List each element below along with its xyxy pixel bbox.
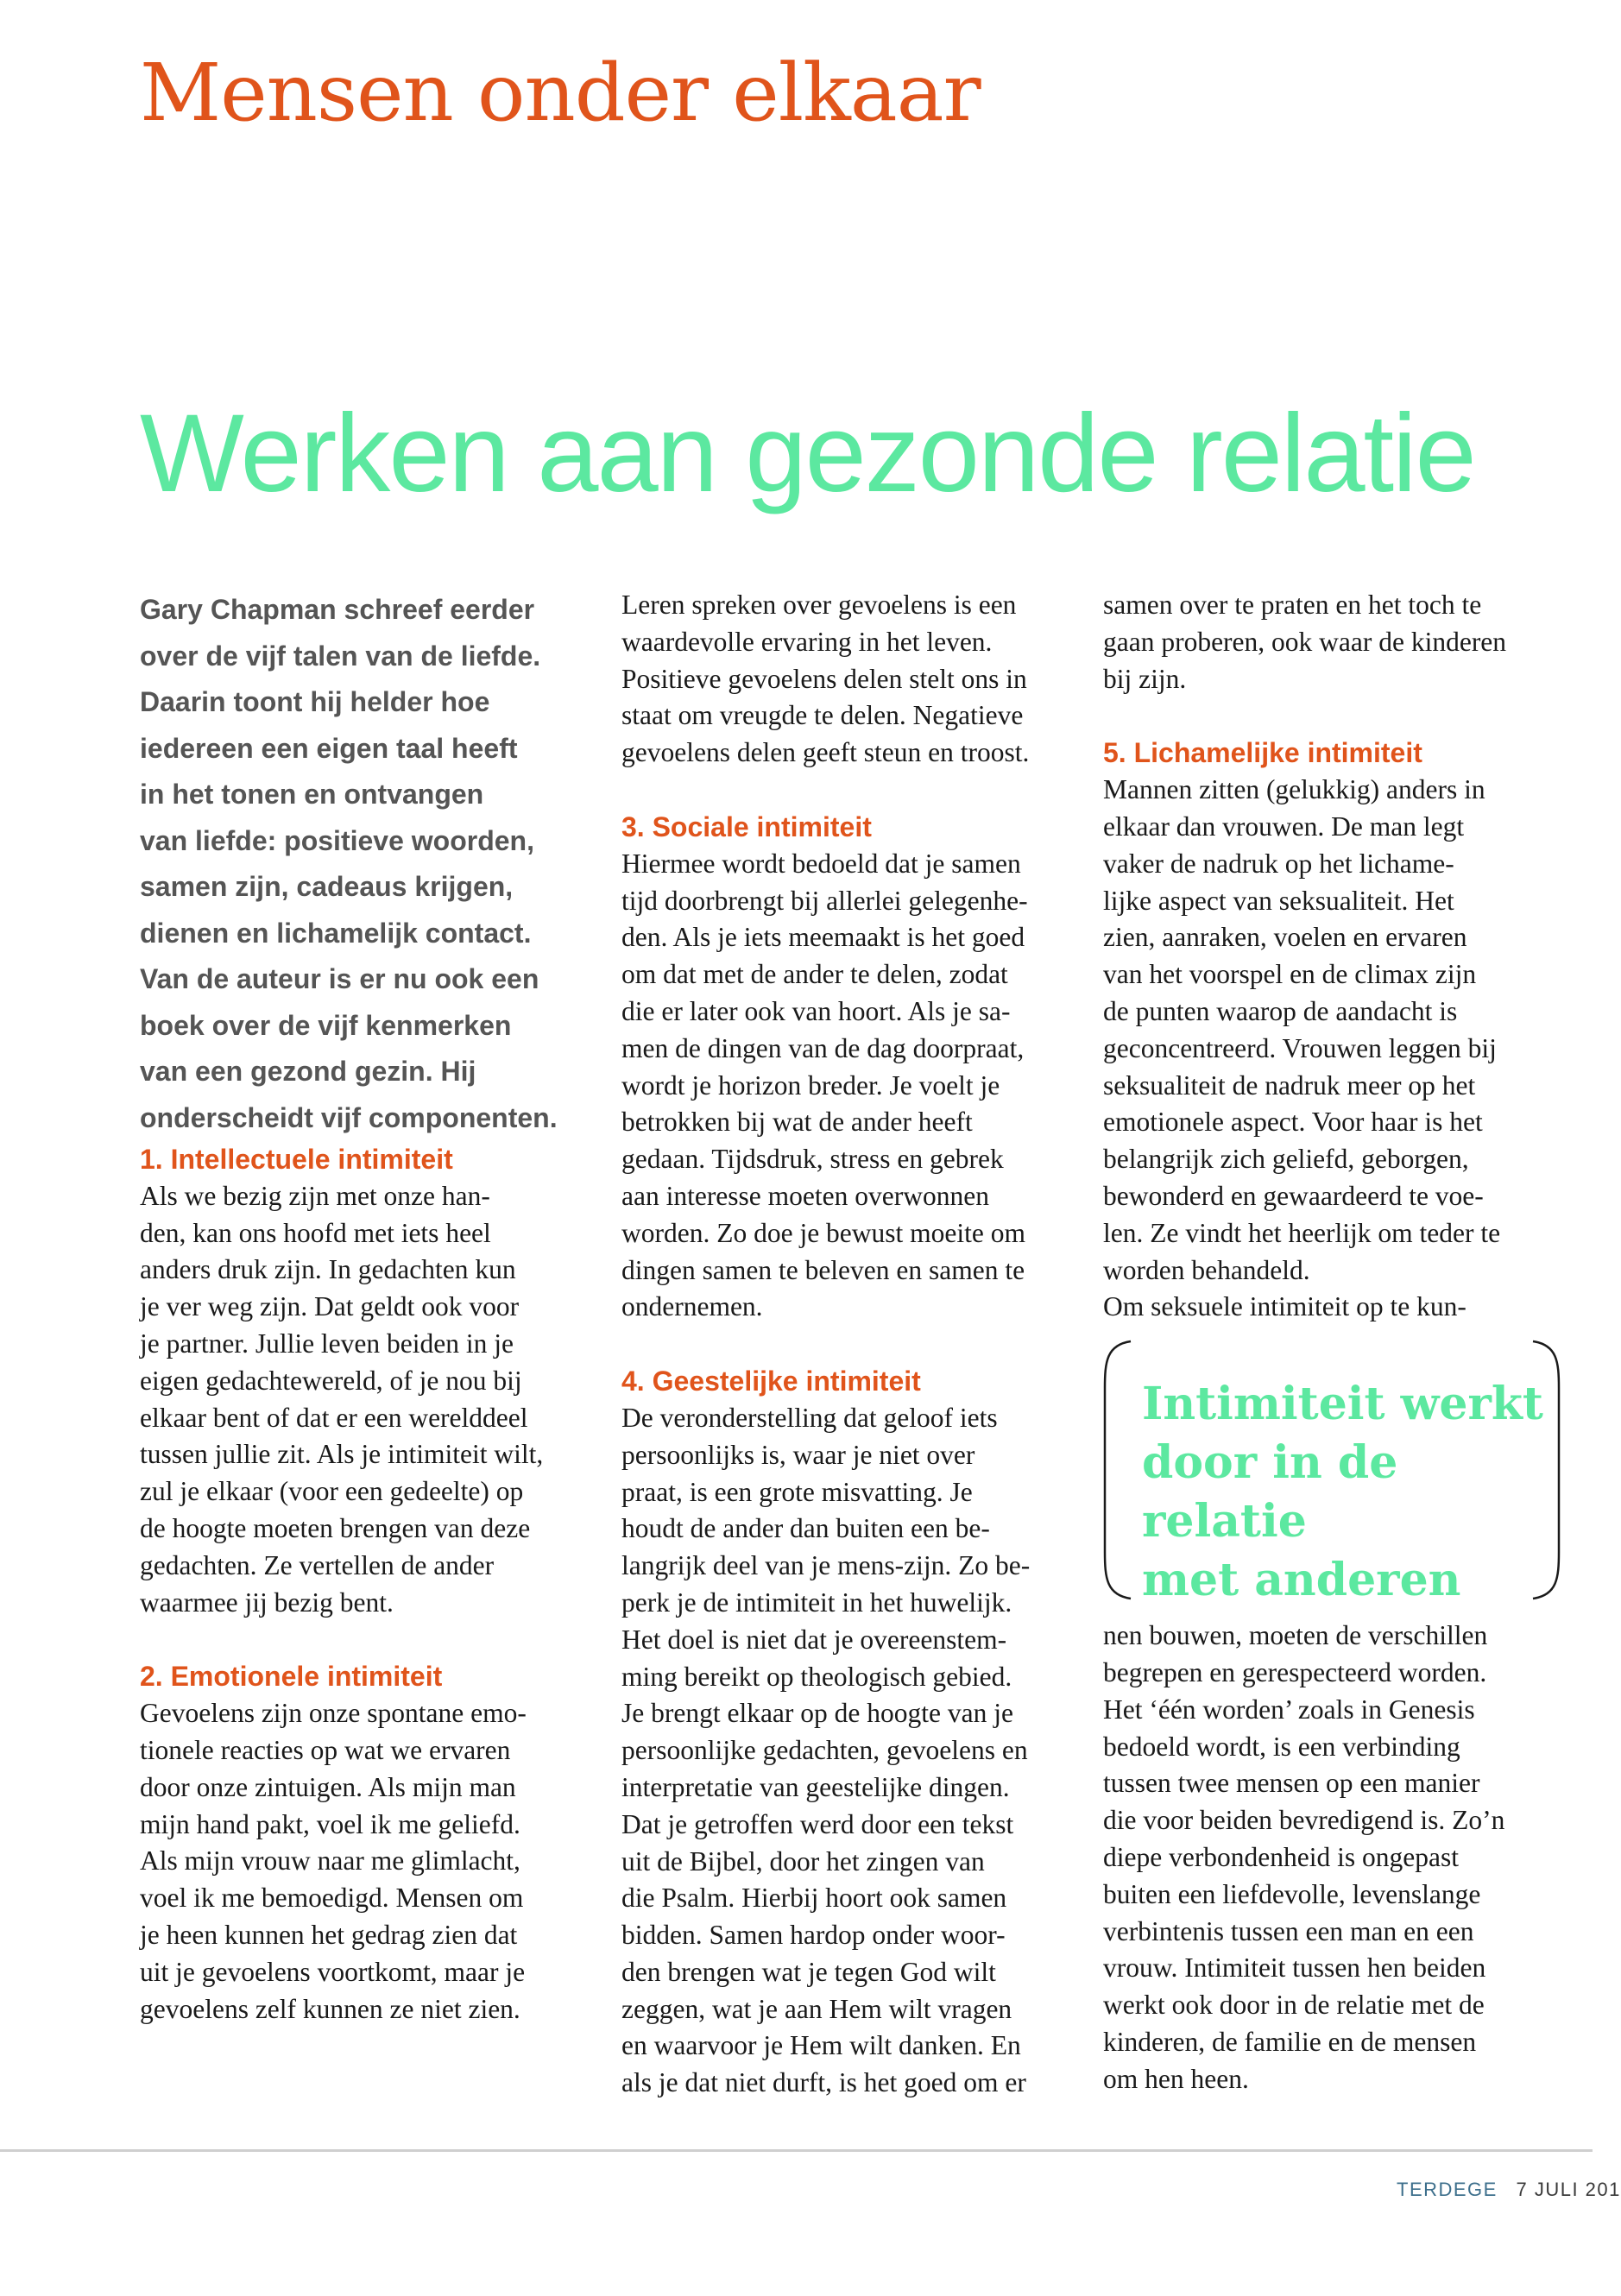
body-line: Mannen zitten (gelukkig) anders in	[1103, 774, 1485, 805]
intro-line: Daarin toont hij helder hoe	[140, 686, 490, 717]
body-line: praat, is een grote misvatting. Je	[621, 1476, 973, 1507]
body-line: van het voorspel en de climax zijn	[1103, 959, 1477, 990]
column-3	[1103, 587, 1569, 2098]
body-line: emotionele aspect. Voor haar is het	[1103, 1107, 1483, 1138]
body-line: tijd doorbrengt bij allerlei gelegenhe-	[621, 885, 1028, 916]
intro-line: Van de auteur is er nu ook een	[140, 963, 539, 994]
body-line: anders druk zijn. In gedachten kun	[140, 1254, 516, 1285]
body-line: zeggen, wat je aan Hem wilt vragen	[621, 1993, 1012, 2024]
body-line: verbintenis tussen een man en een	[1103, 1915, 1474, 1946]
body-line: buiten een liefdevolle, levenslange	[1103, 1878, 1481, 1909]
body-line: mijn hand pakt, voel ik me geliefd.	[140, 1808, 520, 1839]
body-line: men de dingen van de dag doorpraat,	[621, 1032, 1025, 1063]
body-line: om dat met de ander te delen, zodat	[621, 959, 1008, 990]
body-line: als je dat niet durft, is het goed om er	[621, 2067, 1026, 2098]
section-heading-emotional: 2. Emotionele intimiteit	[140, 1661, 443, 1693]
body-line: Gevoelens zijn onze spontane emo-	[140, 1698, 527, 1729]
body-line: Dat je getroffen werd door een tekst	[621, 1808, 1014, 1839]
body-line: ming bereikt op theologisch gebied.	[621, 1661, 1012, 1692]
body-line: Positieve gevoelens delen stelt ons in	[621, 663, 1027, 694]
body-line: nen bouwen, moeten de verschillen	[1103, 1620, 1488, 1651]
section-heading-physical: 5. Lichamelijke intimiteit	[1103, 737, 1422, 769]
intro-line: van liefde: positieve woorden,	[140, 824, 534, 856]
intro-paragraph	[140, 587, 593, 1141]
body-line: werkt ook door in de relatie met de	[1103, 1990, 1485, 2021]
body-line: kinderen, de familie en de mensen	[1103, 2026, 1477, 2057]
body-line: waarmee jij bezig bent.	[140, 1586, 394, 1618]
magazine-name: TERDEGE	[1397, 2179, 1498, 2200]
intro-line: over de vijf talen van de liefde.	[140, 640, 541, 672]
body-line: tussen twee mensen op een manier	[1103, 1768, 1480, 1799]
issue-date: 7 JULI 201	[1516, 2179, 1621, 2200]
column-2	[621, 587, 1075, 2102]
page-footer	[1397, 2179, 1621, 2201]
intro-line: onderscheidt vijf componenten.	[140, 1101, 558, 1133]
body-line: lijke aspect van seksualiteit. Het	[1103, 885, 1454, 916]
intro-line: iedereen een eigen taal heeft	[140, 732, 518, 764]
body-line: den brengen wat je tegen God wilt	[621, 1956, 996, 1987]
body-line: tussen jullie zit. Als je intimiteit wilt,	[140, 1439, 544, 1470]
body-line: worden. Zo doe je bewust moeite om	[621, 1217, 1026, 1248]
body-line: staat om vreugde te delen. Negatieve	[621, 700, 1024, 731]
body-line: gevoelens delen geeft steun en troost.	[621, 737, 1030, 768]
body-line: geconcentreerd. Vrouwen leggen bij	[1103, 1032, 1497, 1063]
body-line: den. Als je iets meemaakt is het goed	[621, 922, 1025, 953]
body-line: betrokken bij wat de ander heeft	[621, 1107, 973, 1138]
body-line: Je brengt elkaar op de hoogte van je	[621, 1698, 1013, 1729]
intro-line: dienen en lichamelijk contact.	[140, 917, 532, 949]
section-body-spiritual	[621, 1400, 1075, 2102]
pull-quote	[1103, 1336, 1569, 1607]
body-line: gaan proberen, ook waar de kinderen	[1103, 626, 1507, 657]
body-line: worden behandeld.	[1103, 1254, 1310, 1285]
body-line: je heen kunnen het gedrag zien dat	[140, 1919, 518, 1950]
section-body-physical	[1103, 772, 1569, 1326]
intro-line: samen zijn, cadeaus krijgen,	[140, 871, 514, 902]
intro-line: boek over de vijf kenmerken	[140, 1009, 512, 1041]
body-line: interpretatie van geestelijke dingen.	[621, 1771, 1010, 1802]
body-line: vaker de nadruk op het lichame-	[1103, 848, 1454, 879]
body-line: diepe verbondenheid is ongepast	[1103, 1841, 1460, 1872]
section-body-intellectual	[140, 1178, 593, 1622]
body-line: zul je elkaar (voor een gedeelte) op	[140, 1476, 524, 1507]
body-line: door onze zintuigen. Als mijn man	[140, 1771, 516, 1802]
section-body-spiritual-continued	[1103, 587, 1569, 697]
body-line: bedoeld wordt, is een verbinding	[1103, 1731, 1460, 1762]
body-line: Leren spreken over gevoelens is een	[621, 590, 1017, 620]
body-line: zien, aanraken, voelen en ervaren	[1103, 922, 1467, 953]
body-line: eigen gedachtewereld, of je nou bij	[140, 1365, 522, 1396]
body-line: langrijk deel van je mens-zijn. Zo be-	[621, 1550, 1031, 1581]
body-line: de punten waarop de aandacht is	[1103, 995, 1458, 1026]
body-line: aan interesse moeten overwonnen	[621, 1180, 989, 1211]
headline: Werken aan gezonde relatie	[140, 392, 1475, 515]
body-line: dingen samen te beleven en samen te	[621, 1254, 1025, 1285]
body-line: ondernemen.	[621, 1291, 763, 1322]
body-line: bij zijn.	[1103, 663, 1187, 694]
body-line: gedachten. Ze vertellen de ander	[140, 1549, 495, 1580]
body-line: die voor beiden bevredigend is. Zo’n	[1103, 1805, 1505, 1836]
intro-line: in het tonen en ontvangen	[140, 779, 484, 810]
body-line: seksualiteit de nadruk meer op het	[1103, 1069, 1476, 1101]
section-body-social	[621, 846, 1075, 1326]
body-line: voel ik me bemoedigd. Mensen om	[140, 1883, 524, 1914]
body-line: perk je de intimiteit in het huwelijk.	[621, 1586, 1012, 1618]
body-line: bidden. Samen hardop onder woor-	[621, 1920, 1006, 1951]
body-line: die er later ook van hoort. Als je sa-	[621, 995, 1011, 1026]
body-line: je ver weg zijn. Dat geldt ook voor	[140, 1291, 520, 1322]
body-line: Hiermee wordt bedoeld dat je samen	[621, 848, 1021, 879]
section-body-emotional	[140, 1695, 593, 2028]
body-line: Als we bezig zijn met onze han-	[140, 1180, 490, 1211]
section-body-physical-continued	[1103, 1618, 1569, 2097]
body-line: de hoogte moeten brengen van deze	[140, 1512, 531, 1543]
section-body-emotional-continued	[621, 587, 1075, 772]
body-line: uit je gevoelens voortkomt, maar je	[140, 1956, 526, 1987]
intro-line: Gary Chapman schreef eerder	[140, 594, 535, 625]
section-heading-spiritual: 4. Geestelijke intimiteit	[621, 1366, 921, 1397]
body-line: gedaan. Tijdsdruk, stress en gebrek	[621, 1144, 1004, 1175]
body-line: Om seksuele intimiteit op te kun-	[1103, 1291, 1466, 1322]
column-1	[140, 587, 593, 2028]
body-line: Het ‘één worden’ zoals in Genesis	[1103, 1694, 1475, 1725]
section-title: Mensen onder elkaar	[140, 47, 981, 139]
body-line: vrouw. Intimiteit tussen hen beiden	[1103, 1952, 1486, 1984]
body-line: tionele reacties op wat we ervaren	[140, 1734, 511, 1765]
body-line: waardevolle ervaring in het leven.	[621, 626, 993, 657]
pull-quote-line: door in de relatie	[1142, 1436, 1398, 1549]
body-line: en waarvoor je Hem wilt danken. En	[621, 2030, 1021, 2061]
body-line: Als mijn vrouw naar me glimlacht,	[140, 1845, 520, 1877]
body-line: belangrijk zich geliefd, geborgen,	[1103, 1144, 1469, 1175]
section-heading-intellectual: 1. Intellectuele intimiteit	[140, 1144, 453, 1175]
body-line: je partner. Jullie leven beiden in je	[140, 1328, 514, 1359]
body-line: uit de Bijbel, door het zingen van	[621, 1845, 985, 1877]
body-line: houdt de ander dan buiten een be-	[621, 1513, 990, 1544]
body-line: persoonlijks is, waar je niet over	[621, 1439, 975, 1470]
body-line: len. Ze vindt het heerlijk om teder te	[1103, 1217, 1501, 1248]
pull-quote-line: Intimiteit werkt	[1142, 1378, 1543, 1431]
body-line: samen over te praten en het toch te	[1103, 590, 1482, 620]
body-line: om hen heen.	[1103, 2063, 1249, 2094]
body-line: persoonlijke gedachten, gevoelens en	[621, 1735, 1028, 1766]
footer-divider	[0, 2149, 1593, 2152]
body-line: den, kan ons hoofd met iets heel	[140, 1217, 491, 1248]
body-line: Het doel is niet dat je overeenstem-	[621, 1624, 1007, 1655]
section-heading-social: 3. Sociale intimiteit	[621, 811, 872, 842]
body-line: gevoelens zelf kunnen ze niet zien.	[140, 1993, 520, 2024]
body-line: bewonderd en gewaardeerd te voe-	[1103, 1180, 1484, 1211]
body-line: De veronderstelling dat geloof iets	[621, 1402, 998, 1433]
pull-quote-line: met anderen	[1142, 1554, 1461, 1607]
body-line: begrepen en gerespecteerd worden.	[1103, 1656, 1487, 1687]
body-line: elkaar dan vrouwen. De man legt	[1103, 811, 1465, 842]
body-line: wordt je horizon breder. Je voelt je	[621, 1069, 1000, 1101]
pull-quote-text	[1142, 1375, 1548, 1610]
body-line: elkaar bent of dat er een werelddeel	[140, 1402, 528, 1433]
intro-line: van een gezond gezin. Hij	[140, 1056, 476, 1087]
body-line: die Psalm. Hierbij hoort ook samen	[621, 1883, 1007, 1914]
